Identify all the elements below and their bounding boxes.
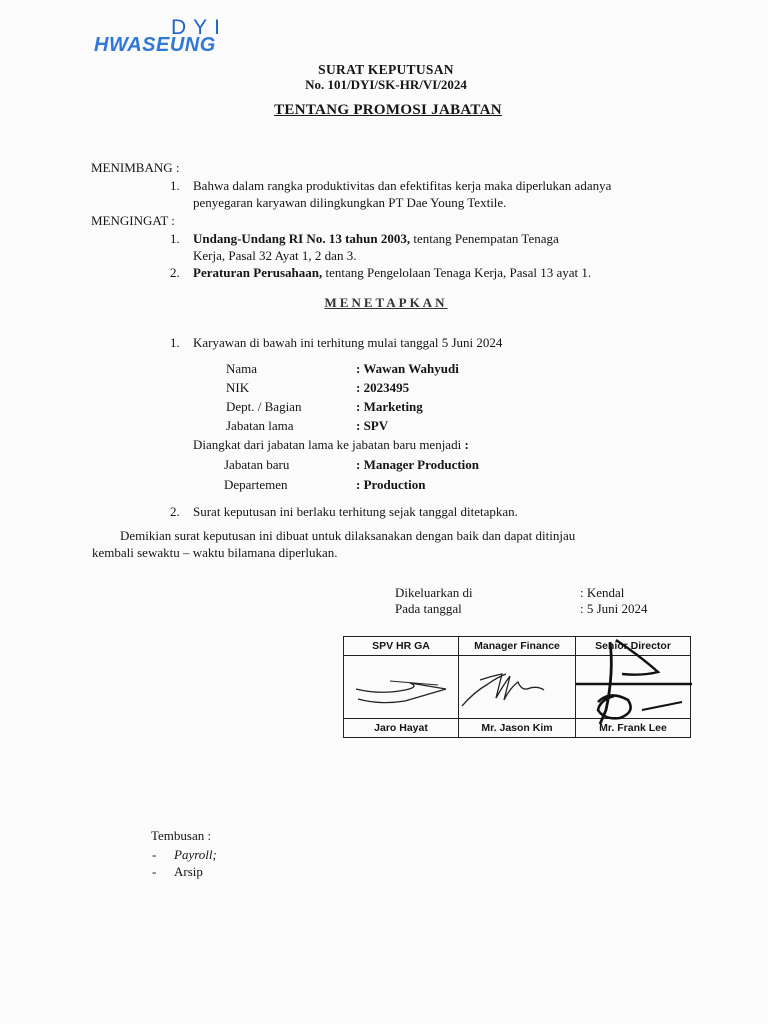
signatory-name: Jaro Hayat [344,719,459,738]
mengingat-item-line [193,265,591,281]
promotion-colon: : [464,437,469,452]
company-logo-hwaseung: HWASEUNG [94,34,216,56]
document-title: SURAT KEPUTUSAN [318,62,454,77]
mengingat-label: MENGINGAT : [91,213,175,228]
company-logo-dyi: DYI [171,16,228,39]
signature-finance-image [458,662,568,712]
mengingat-item-line2: Kerja, Pasal 32 Ayat 1, 2 dan 3. [193,248,357,263]
decision-item-text: Karyawan di bawah ini terhitung mulai tanggal 5 Juni 2024 [193,335,503,350]
field-label-old-position: Jabatan lama [226,418,294,433]
decision-item-number: 1. [170,335,180,350]
mengingat-item-line1 [193,231,559,247]
signature-role: SPV HR GA [344,637,459,656]
signatory-name: Mr. Frank Lee [576,719,691,738]
signature-role: Senior Director [576,637,691,656]
law-reference-text: tentang Penempatan Tenaga [410,231,559,246]
tembusan-item: Payroll; [174,847,217,862]
menetapkan-heading: MENETAPKAN [324,295,448,310]
menimbang-label: MENIMBANG : [91,160,180,175]
tembusan-bullet: - [152,847,157,862]
field-label-nama: Nama [226,361,258,376]
field-label-nik: NIK [226,380,250,395]
company-regulation-text: tentang Pengelolaan Tenaga Kerja, Pasal 13 ayat 1. [322,265,592,280]
promotion-text: Diangkat dari jabatan lama ke jabatan baru menjadi [193,437,462,452]
menimbang-item-line1: Bahwa dalam rangka produktivitas dan efektifitas kerja maka diperlukan adanya [193,178,612,193]
field-value-department: : Production [356,477,426,492]
decision-item-text: Surat keputusan ini berlaku terhitung sejak tanggal ditetapkan. [193,504,518,519]
field-value-dept: : Marketing [356,399,423,414]
menimbang-item-line2: penyegaran karyawan dilingkungkan PT Dae Young Textile. [193,195,507,210]
closing-line1: Demikian surat keputusan ini dibuat untuk dilaksanakan dengan baik dan dapat ditinjau [120,528,576,543]
promotion-statement [193,437,469,453]
mengingat-item-number: 1. [170,231,180,246]
issued-date-value: : 5 Juni 2024 [580,601,648,616]
issued-place-value: : Kendal [580,585,625,600]
signature-hr-image [350,665,460,710]
closing-line2: kembali sewaktu – waktu bilamana diperlukan. [92,545,338,560]
field-label-new-position: Jabatan baru [224,457,290,472]
issued-place-label: Dikeluarkan di [395,585,473,600]
field-value-nama: : Wawan Wahyudi [356,361,459,376]
field-label-department: Departemen [224,477,288,492]
decision-item-number: 2. [170,504,180,519]
menimbang-item-number: 1. [170,178,180,193]
company-regulation: Peraturan Perusahaan, [193,265,323,280]
signatory-name: Mr. Jason Kim [459,719,576,738]
field-label-dept: Dept. / Bagian [226,399,302,414]
mengingat-item-number: 2. [170,265,180,280]
field-value-nik: : 2023495 [356,380,410,395]
tembusan-bullet: - [152,864,157,879]
document-subject: TENTANG PROMOSI JABATAN [274,102,502,118]
tembusan-item: Arsip [174,864,203,879]
law-reference: Undang-Undang RI No. 13 tahun 2003, [193,231,411,246]
signature-role: Manager Finance [459,637,576,656]
field-value-new-position: : Manager Production [356,457,480,472]
signature-director-image [570,632,695,727]
tembusan-label: Tembusan : [151,828,212,843]
document-number: No. 101/DYI/SK-HR/VI/2024 [305,77,467,92]
issued-date-label: Pada tanggal [395,601,462,616]
field-value-old-position: : SPV [356,418,389,433]
